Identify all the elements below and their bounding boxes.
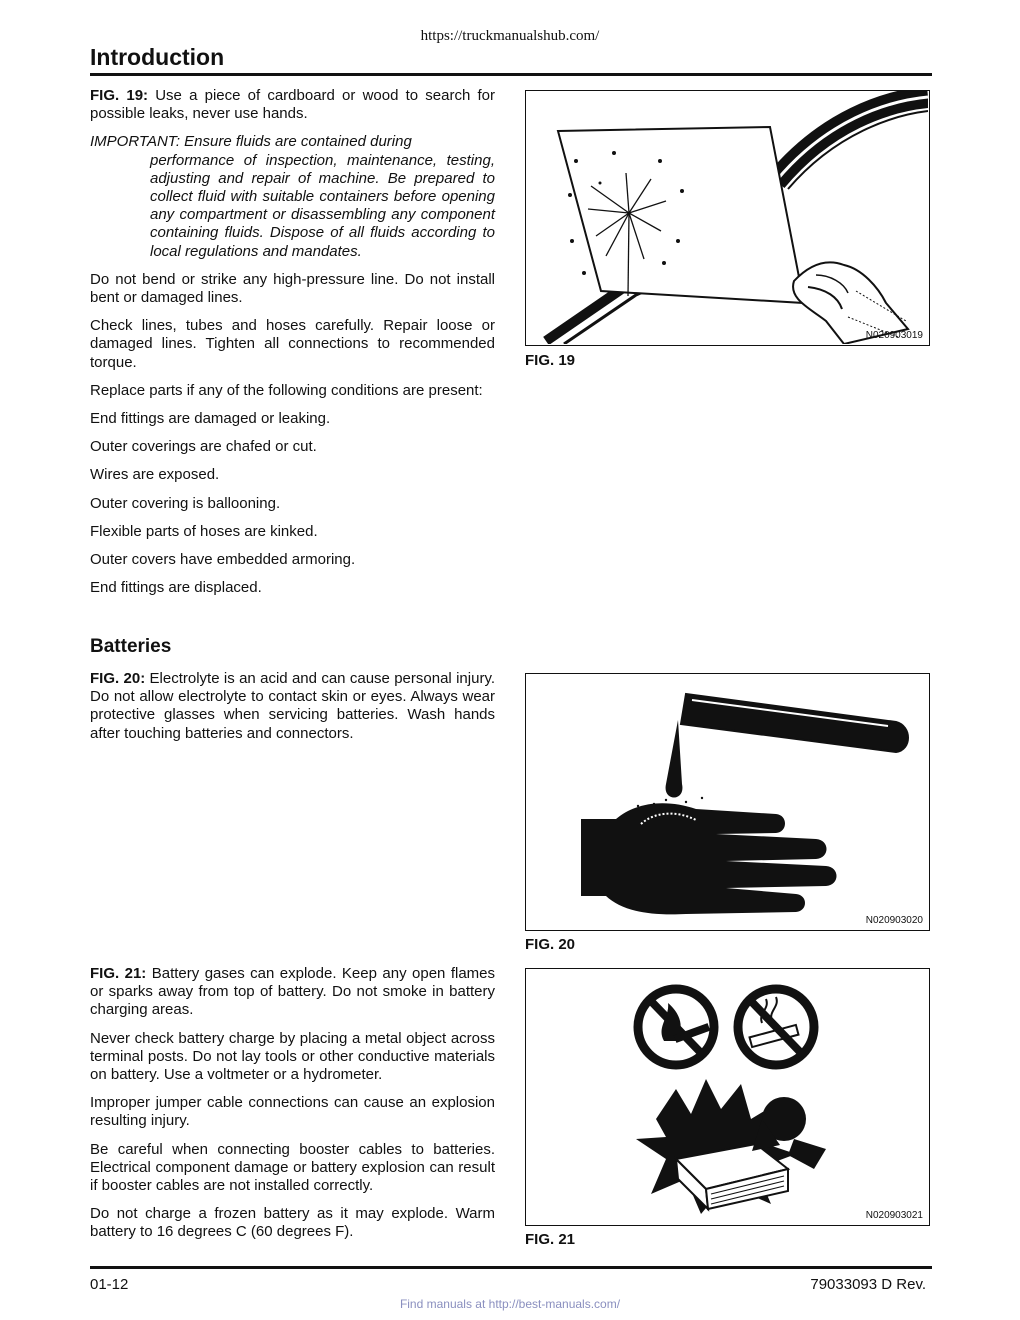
header-rule bbox=[90, 73, 932, 76]
fig19-illustration bbox=[525, 90, 930, 346]
paragraph-check-lines: Check lines, tubes and hoses carefully. Repair loose or damaged lines. Tighten all connections to recommended torque. bbox=[90, 317, 495, 371]
no-smoking-icon bbox=[738, 989, 814, 1065]
fig20-code: N020903020 bbox=[865, 915, 923, 926]
fig19-text: Use a piece of cardboard or wood to search for possible leaks, never use hands. bbox=[90, 87, 496, 123]
paragraph-replace-parts: Replace parts if any of the following conditions are present: bbox=[90, 381, 483, 399]
electrolyte-text bbox=[90, 670, 495, 753]
condition-item: Wires are exposed. bbox=[90, 466, 220, 484]
important-note bbox=[90, 133, 495, 260]
fig21-ref: FIG. 21: bbox=[90, 965, 147, 982]
no-open-flame-icon bbox=[638, 989, 714, 1065]
fig19-code: N020903019 bbox=[865, 330, 923, 341]
footer-rule bbox=[90, 1266, 932, 1269]
battery-gas-text bbox=[90, 965, 495, 1252]
condition-item: Outer covers have embedded armoring. bbox=[90, 551, 356, 569]
battery-explosion-drawing bbox=[526, 969, 928, 1224]
important-first-line: IMPORTANT: Ensure fluids are contained during bbox=[90, 133, 412, 151]
paragraph-metal-object: Never check battery charge by placing a metal object across terminal posts. Do not lay tools or other conductive materials on battery. Use a voltmeter or a hydrometer. bbox=[90, 1029, 495, 1084]
page-number: 01-12 bbox=[90, 1276, 129, 1293]
paragraph-frozen-battery: Do not charge a frozen battery as it may explode. Warm battery to 16 degrees C (60 degrees F). bbox=[90, 1205, 495, 1241]
fig21-caption: FIG. 21 bbox=[525, 1231, 576, 1248]
condition-item: Flexible parts of hoses are kinked. bbox=[90, 522, 318, 540]
acid-on-hand-drawing bbox=[526, 674, 928, 929]
fig20-illustration bbox=[525, 673, 930, 931]
condition-item: End fittings are displaced. bbox=[90, 579, 262, 597]
fig20-caption: FIG. 20 bbox=[525, 936, 576, 953]
section-title: Introduction bbox=[90, 44, 225, 70]
condition-item: Outer covering is ballooning. bbox=[90, 494, 281, 512]
fig20-text: Electrolyte is an acid and can cause personal injury. Do not allow electrolyte to contact skin or eyes. Always wear protective glasses when servicing batteries. Wash hands after touching batteries and connectors. bbox=[90, 670, 495, 742]
condition-item: Outer coverings are chafed or cut. bbox=[90, 438, 317, 456]
fig21-text: Battery gases can explode. Keep any open flames or sparks away from top of battery. Do not smoke in battery charging areas. bbox=[90, 965, 495, 1019]
fig20-ref: FIG. 20: bbox=[90, 670, 146, 687]
important-rest: performance of inspection, maintenance, testing, adjusting and repair of machine. Be prepared to collect fluid with suitable containers before opening any compartment or disassembling any component containing fluids. Dispose of all fluids according to local regulations and mandates. bbox=[150, 151, 495, 260]
document-number: 79033093 D Rev. bbox=[810, 1276, 926, 1293]
paragraph-booster-cables: Be careful when connecting booster cables to batteries. Electrical component damage or battery explosion can result if booster cables are not installed correctly. bbox=[90, 1140, 495, 1195]
hose-safety-text bbox=[90, 87, 495, 607]
fig19-paragraph bbox=[90, 87, 495, 123]
cardboard-leak-check-drawing bbox=[526, 91, 928, 344]
source-url: https://truckmanualshub.com/ bbox=[420, 28, 600, 44]
fig19-ref: FIG. 19: bbox=[90, 87, 149, 104]
fig21-illustration bbox=[525, 968, 930, 1226]
fig21-paragraph bbox=[90, 965, 495, 1020]
fig20-paragraph bbox=[90, 670, 495, 743]
paragraph-jumper-cable: Improper jumper cable connections can cause an explosion resulting injury. bbox=[90, 1094, 495, 1130]
fig19-caption: FIG. 19 bbox=[525, 352, 576, 369]
condition-item: End fittings are damaged or leaking. bbox=[90, 410, 331, 428]
find-manuals-link[interactable]: Find manuals at http://best-manuals.com/ bbox=[399, 1297, 621, 1311]
fig21-code: N020903021 bbox=[865, 1210, 923, 1221]
paragraph-bend-lines: Do not bend or strike any high-pressure line. Do not install bent or damaged lines. bbox=[90, 270, 495, 307]
batteries-heading: Batteries bbox=[90, 636, 172, 657]
